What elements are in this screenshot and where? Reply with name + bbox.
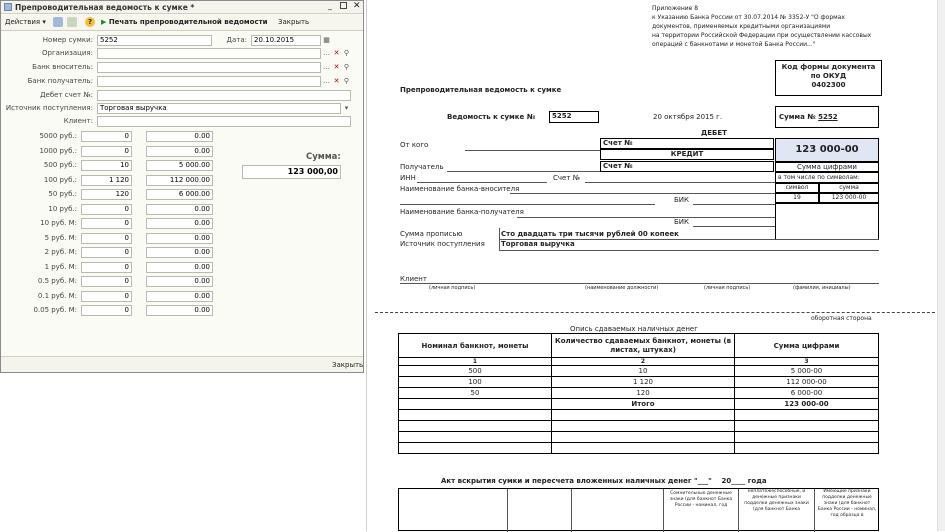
table-cell: 112 000-00 [735, 377, 879, 388]
table-cell: 6 000-00 [735, 388, 879, 399]
sign-caption: (фамилия, инициалы) [793, 285, 851, 291]
symbol-value: 19 [775, 193, 819, 203]
table-cell: 1 120 [552, 377, 735, 388]
bik-label: БИК [674, 196, 690, 204]
denomination-label: 0.5 руб. М: [37, 277, 77, 285]
actions-menu[interactable]: Действия ▾ [5, 18, 46, 26]
sign-caption: (личная подпись) [704, 285, 751, 291]
print-button[interactable]: ▶ Печать препроводительной ведомости [101, 18, 268, 26]
org-input[interactable] [97, 48, 321, 59]
denomination-qty-input[interactable]: 0 [81, 218, 132, 229]
denomination-qty-input[interactable]: 0 [81, 233, 132, 244]
debit-label: Дебет счет №: [40, 91, 93, 99]
source-value: Торговая выручка [501, 240, 575, 248]
client-label: Клиент [400, 275, 427, 283]
denomination-qty-input[interactable]: 0 [81, 131, 132, 142]
table-cell: 120 [552, 388, 735, 399]
amount-figures-box: Сумма цифрами [775, 162, 879, 172]
date-label: Дата: [226, 36, 247, 44]
okud-box [775, 60, 882, 96]
total-empty [399, 399, 552, 410]
act-title [441, 477, 767, 485]
inn-label: ИНН [400, 174, 416, 182]
sum-no: 5252 [818, 113, 838, 121]
sum-no-box [775, 106, 879, 128]
appendix-line: документов, применяемых кредитными организациями [652, 23, 831, 30]
cut-line [375, 312, 935, 313]
denomination-qty-input[interactable]: 0 [81, 262, 132, 273]
sum-field: 123 000,00 [242, 165, 341, 179]
words-value: Сто двадцать три тысячи рублей 00 копеек [501, 230, 679, 238]
dialog-window [0, 0, 364, 373]
denomination-label: 1 руб. М: [44, 262, 77, 271]
denomination-qty-input[interactable]: 0 [81, 305, 132, 316]
credit-account-box [600, 161, 774, 172]
denomination-sum-field: 5 000.00 [146, 160, 213, 171]
act-title-text: Акт вскрытия сумки и пересчета вложенных наличных денег "___" [441, 477, 712, 485]
denomination-sum-field: 0.00 [146, 204, 213, 215]
act-year: 20____ года [721, 477, 767, 485]
denomination-qty-input[interactable]: 0 [81, 204, 132, 215]
okud-title: Код формы документа по ОКУД [781, 63, 876, 80]
reverse-label: оборотная сторона [811, 315, 872, 322]
table-cell: 5 000-00 [735, 366, 879, 377]
client-input[interactable] [97, 116, 351, 127]
denomination-label: 5000 руб.: [39, 132, 77, 140]
denomination-qty-input[interactable]: 10 [81, 160, 132, 171]
debet-label: ДЕБЕТ [701, 129, 727, 137]
search-icon[interactable]: ⚲ [343, 49, 350, 57]
maximize-icon[interactable] [340, 2, 347, 9]
denomination-sum-field: 0.00 [146, 276, 213, 287]
appendix-line: операций с банкнотами и монетой Банка России..." [652, 41, 816, 48]
source-label: Источник поступления [400, 240, 485, 248]
denomination-qty-input[interactable]: 0 [81, 276, 132, 287]
denomination-qty-input[interactable]: 120 [81, 189, 132, 200]
dialog-footer [1, 356, 363, 372]
denomination-label: 10 руб. М: [40, 219, 77, 227]
kredit-box: КРЕДИТ [600, 149, 774, 160]
denomination-label: 100 руб.: [43, 175, 77, 184]
close-button[interactable]: Закрыть [278, 18, 310, 26]
denomination-sum-field: 0.00 [146, 146, 213, 157]
dialog-titlebar [1, 1, 363, 14]
account-label: Счет № [603, 139, 633, 147]
doc-icon [4, 3, 12, 11]
appendix-text [652, 4, 892, 49]
bank-to-label: Наименование банка-получателя [400, 208, 524, 216]
sign-caption: (личная подпись) [429, 285, 476, 291]
denomination-sum-field: 0.00 [146, 247, 213, 258]
inv-header: Количество сдаваемых банкнот, монеты (в листах, штуках) [552, 334, 735, 358]
act-col: Сомнительные денежные знаки (для банкнот Банка России - номинал, год [669, 491, 733, 508]
date-input[interactable]: 20.10.2015 [251, 35, 321, 46]
help-icon[interactable]: ? [85, 17, 95, 27]
clear-icon[interactable]: ✕ [333, 63, 340, 71]
debit-account-box [600, 138, 774, 149]
denomination-label: 10 руб.: [48, 204, 77, 213]
inv-header: Сумма цифрами [735, 334, 879, 358]
vertical-scrollbar[interactable] [937, 0, 945, 531]
bag-label: Ведомость к сумке № [447, 113, 536, 121]
table-row [399, 377, 879, 388]
denomination-sum-field: 6 000.00 [146, 189, 213, 200]
bag-no-input[interactable]: 5252 [97, 35, 212, 46]
amount-box: 123 000-00 [775, 138, 879, 162]
symbol-empty-row [775, 203, 879, 240]
incl-symbols-box: в том числе по символам: [775, 172, 879, 183]
table-cell: 10 [552, 366, 735, 377]
sign-caption: (наименование должности) [585, 285, 659, 291]
clear-icon[interactable]: ✕ [333, 49, 340, 57]
denomination-sum-field: 0.00 [146, 131, 213, 142]
denomination-label: 1000 руб.: [39, 146, 77, 155]
search-icon[interactable]: ⚲ [343, 63, 350, 71]
org-label: Организация: [42, 49, 93, 57]
symbol-header: символ [775, 183, 819, 193]
inv-num: 1 [399, 358, 552, 366]
denomination-label: 0.05 руб. М: [33, 306, 77, 314]
okud-code: 0402300 [811, 81, 846, 89]
bank-to-input[interactable] [97, 76, 321, 87]
act-col: неплатежеспособные, и денежные признаки подделки денежных знаки (для банкнот Банка [744, 489, 809, 512]
denomination-label: 5 руб. М: [44, 233, 77, 242]
sum-no-label: Сумма № [779, 113, 816, 121]
acct2-label: Счет № [553, 174, 580, 182]
to-label: Получатель [400, 163, 444, 171]
bag-no-box: 5252 [549, 111, 599, 123]
total-value: 123 000-00 [735, 399, 879, 410]
debit-input[interactable] [97, 90, 351, 101]
denomination-qty-input[interactable]: 0 [81, 291, 132, 302]
source-label: Источник поступления: [5, 104, 93, 112]
bank-from-label: Банк вноситель: [32, 63, 93, 71]
from-label: От кого [400, 141, 429, 149]
sum-label: Сумма: [306, 152, 341, 162]
denomination-label: 500 руб.: [43, 161, 77, 169]
client-label: Клиент: [63, 117, 93, 125]
denomination-sum-field: 0.00 [146, 233, 213, 244]
inventory-title: Опись сдаваемых наличных денег [570, 325, 698, 333]
denomination-label: 0.1 руб. М: [37, 291, 77, 300]
select-icon[interactable]: … [323, 77, 330, 85]
appendix-line: к Указанию Банка России от 30.07.2014 № 3352-У "О формах [652, 14, 845, 21]
refresh-icon[interactable] [67, 17, 77, 27]
inventory-table [398, 333, 879, 454]
denomination-label: 2 руб. М: [44, 248, 77, 256]
table-cell: 50 [399, 388, 552, 399]
denomination-sum-field: 112 000.00 [146, 175, 213, 186]
total-label: Итого [552, 399, 735, 410]
source-select[interactable]: Торговая выручка [97, 103, 341, 114]
appendix-line: на территории Российской Федерации при осуществлении кассовых [652, 32, 872, 39]
bank-from-input[interactable] [97, 62, 321, 73]
denomination-qty-input[interactable]: 1 120 [81, 175, 132, 186]
play-icon: ▶ [101, 18, 107, 26]
act-table [398, 488, 879, 531]
bag-no-label: Номер сумки: [42, 36, 93, 44]
table-row [399, 388, 879, 399]
denomination-sum-field: 0.00 [146, 218, 213, 229]
search-icon[interactable]: ⚲ [343, 77, 350, 85]
denomination-qty-input[interactable]: 0 [81, 247, 132, 258]
clear-icon[interactable]: ✕ [333, 77, 340, 85]
table-row [399, 366, 879, 377]
toolbar [1, 15, 363, 31]
table-cell: 500 [399, 366, 552, 377]
chevron-down-icon[interactable]: ▾ [344, 104, 349, 112]
denomination-sum-field: 0.00 [146, 305, 213, 316]
denomination-sum-field: 0.00 [146, 291, 213, 302]
bank-from-label: Наименование банка-вносителя [400, 185, 520, 193]
bik-label-2: БИК [674, 218, 690, 226]
denomination-sum-field: 0.00 [146, 262, 213, 273]
inv-header: Номинал банкнот, монеты [399, 334, 552, 358]
select-icon[interactable]: … [323, 63, 330, 71]
print-preview [366, 0, 944, 531]
act-col: Имеющие признаки подделки денежные знаки (для банкнот Банка России - номинал, год образца в [817, 489, 877, 518]
inv-num: 3 [735, 358, 879, 366]
inv-num: 2 [552, 358, 735, 366]
footer-close-button[interactable]: Закрыть [332, 361, 364, 369]
close-icon[interactable]: ✕ [353, 1, 361, 11]
appendix-line: Приложение 8 [652, 5, 699, 12]
calendar-icon[interactable]: ▦ [323, 36, 330, 44]
doc-header: Препроводительная ведомость к сумке [400, 86, 562, 94]
symbol-sum: 123 000-00 [819, 193, 879, 203]
date-text: 20 октября 2015 г. [653, 113, 723, 121]
bank-to-label: Банк получатель: [27, 77, 93, 85]
back-icon[interactable] [53, 17, 63, 27]
select-icon[interactable]: … [323, 49, 330, 57]
denomination-label: 50 руб.: [48, 190, 77, 198]
dialog-title: Препроводительная ведомость к сумке * [15, 3, 195, 12]
account-label: Счет № [603, 162, 633, 170]
table-cell: 100 [399, 377, 552, 388]
words-label: Сумма прописью [400, 230, 463, 238]
sum-header: сумма [819, 183, 879, 193]
denomination-qty-input[interactable]: 0 [81, 146, 132, 157]
minimize-icon[interactable]: _ [328, 1, 332, 10]
